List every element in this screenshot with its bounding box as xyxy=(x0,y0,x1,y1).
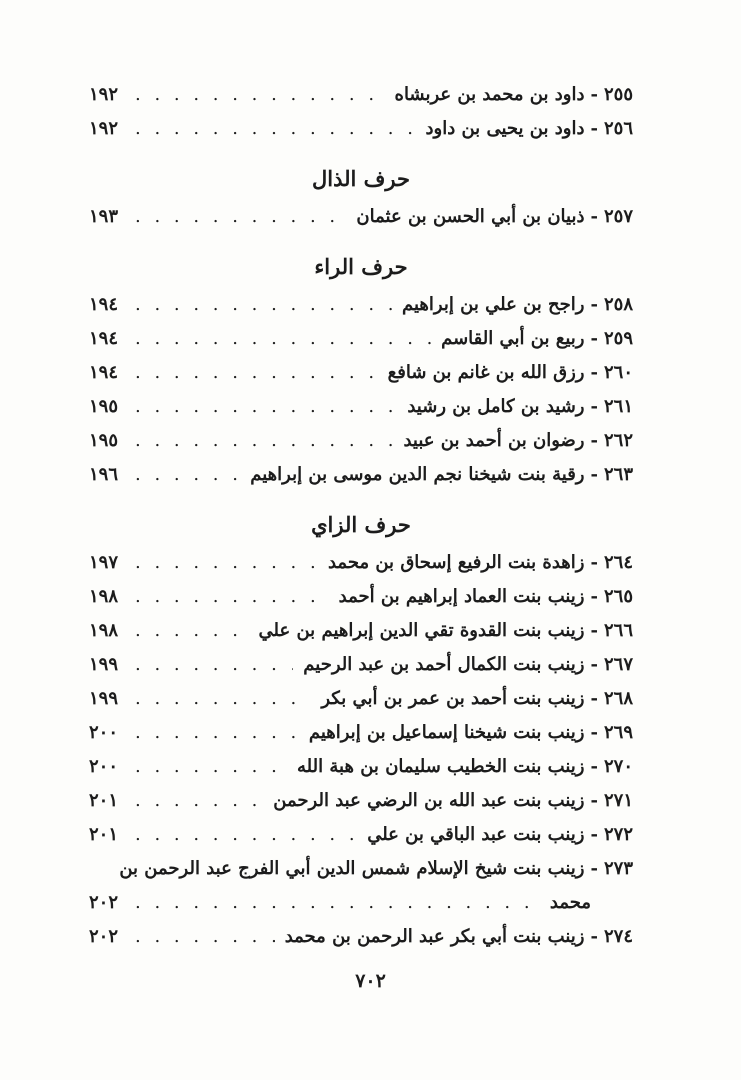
entry-dash: - xyxy=(590,620,598,641)
index-entry xyxy=(89,620,633,654)
entry-name: رزق الله بن غانم بن شافع xyxy=(387,362,585,383)
entry-dash: - xyxy=(590,824,598,845)
entry-name: ربيع بن أبي القاسم xyxy=(441,328,585,349)
entry-number: ٢٦٢ xyxy=(603,430,633,451)
dot-leader xyxy=(135,396,397,418)
index-entry xyxy=(89,722,633,756)
dot-leader xyxy=(135,756,287,778)
entry-page-number: ٢٠١ xyxy=(89,790,119,811)
entry-number: ٢٧٣ xyxy=(603,858,633,879)
entry-page-number: ١٩٢ xyxy=(89,118,119,139)
index-entry xyxy=(89,688,633,722)
entry-dash: - xyxy=(590,756,598,777)
entry-page-number: ١٩٤ xyxy=(89,328,119,349)
dot-leader xyxy=(135,294,392,316)
entry-dash: - xyxy=(590,722,598,743)
entry-page-number: ٢٠٢ xyxy=(89,926,119,947)
entry-number: ٢٦٤ xyxy=(603,552,633,573)
entry-number: ٢٥٩ xyxy=(603,328,633,349)
entry-dash: - xyxy=(590,328,598,349)
entry-dash: - xyxy=(590,790,598,811)
dot-leader xyxy=(135,118,415,140)
section-heading: حرف الذال xyxy=(312,166,410,191)
entry-number: ٢٥٥ xyxy=(603,84,633,105)
dot-leader xyxy=(135,464,240,486)
index-entry-continuation xyxy=(89,892,633,926)
entry-page-number: ١٩٥ xyxy=(89,396,119,417)
entry-number: ٢٦٦ xyxy=(603,620,633,641)
index-entry xyxy=(89,926,633,960)
entry-dash: - xyxy=(590,926,598,947)
index-entry xyxy=(89,328,633,362)
entry-page-number: ١٩٨ xyxy=(89,586,119,607)
entry-name: زينب بنت عبد الباقي بن علي xyxy=(367,824,585,845)
entry-number: ٢٦٠ xyxy=(603,362,633,383)
entry-name: رشيد بن كامل بن رشيد xyxy=(407,396,585,417)
entry-name: راجح بن علي بن إبراهيم xyxy=(402,294,585,315)
entry-dash: - xyxy=(590,84,598,105)
entry-name: زينب بنت شيخنا إسماعيل بن إبراهيم xyxy=(308,722,585,743)
section-heading: حرف الراء xyxy=(314,254,408,279)
entry-name: زينب بنت عبد الله بن الرضي عبد الرحمن xyxy=(273,790,585,811)
entry-name: زينب بنت أبي بكر عبد الرحمن بن محمد xyxy=(284,926,585,947)
section-heading: حرف الزاي xyxy=(311,512,411,537)
dot-leader xyxy=(135,654,293,676)
index-entry xyxy=(89,586,633,620)
entry-name: ذبيان بن أبي الحسن بن عثمان xyxy=(356,206,585,227)
index-entry xyxy=(89,858,633,892)
entry-page-number: ١٩٢ xyxy=(89,84,119,105)
index-page xyxy=(89,84,633,960)
entry-number: ٢٦٩ xyxy=(603,722,633,743)
dot-leader xyxy=(135,892,540,914)
dot-leader xyxy=(135,362,378,384)
dot-leader xyxy=(135,722,299,744)
entry-name: زاهدة بنت الرفيع إسحاق بن محمد xyxy=(327,552,585,573)
index-entry xyxy=(89,118,633,152)
dot-leader xyxy=(135,430,393,452)
dot-leader xyxy=(135,926,275,948)
entry-dash: - xyxy=(590,464,598,485)
entry-number: ٢٦٨ xyxy=(603,688,633,709)
entry-name: زينب بنت الخطيب سليمان بن هبة الله xyxy=(297,756,585,777)
entry-number: ٢٧٢ xyxy=(603,824,633,845)
entry-page-number: ١٩٤ xyxy=(89,294,119,315)
dot-leader xyxy=(135,824,357,846)
index-entry xyxy=(89,824,633,858)
dot-leader xyxy=(135,688,311,710)
entry-name: رقية بنت شيخنا نجم الدين موسى بن إبراهيم xyxy=(250,464,585,485)
dot-leader xyxy=(135,552,318,574)
index-entry xyxy=(89,790,633,824)
entry-page-number: ١٩٩ xyxy=(89,688,119,709)
entry-page-number: ١٩٥ xyxy=(89,430,119,451)
entry-name-continuation: محمد xyxy=(549,892,591,913)
entry-number: ٢٦٣ xyxy=(603,464,633,485)
dot-leader xyxy=(135,586,329,608)
entry-page-number: ١٩٧ xyxy=(89,552,119,573)
dot-leader xyxy=(135,328,431,350)
entry-name: زينب بنت الكمال أحمد بن عبد الرحيم xyxy=(303,654,585,675)
entry-name: داود بن محمد بن عربشاه xyxy=(394,84,585,105)
dot-leader xyxy=(135,84,385,106)
entry-page-number: ٢٠٢ xyxy=(89,892,119,913)
entry-name: زينب بنت القدوة تقي الدين إبراهيم بن علي xyxy=(258,620,585,641)
index-entry xyxy=(89,430,633,464)
dot-leader xyxy=(135,620,249,642)
entry-page-number: ١٩٣ xyxy=(89,206,119,227)
entry-number: ٢٥٨ xyxy=(603,294,633,315)
index-entry xyxy=(89,294,633,328)
entry-dash: - xyxy=(590,396,598,417)
entry-page-number: ٢٠١ xyxy=(89,824,119,845)
entry-number: ٢٧١ xyxy=(603,790,633,811)
entry-dash: - xyxy=(590,430,598,451)
entry-page-number: ٢٠٠ xyxy=(89,722,119,743)
entry-page-number: ١٩٦ xyxy=(89,464,119,485)
index-entry xyxy=(89,84,633,118)
index-entry xyxy=(89,206,633,240)
entry-page-number: ١٩٩ xyxy=(89,654,119,675)
entry-number: ٢٧٠ xyxy=(603,756,633,777)
entry-dash: - xyxy=(590,586,598,607)
entry-number: ٢٦٥ xyxy=(603,586,633,607)
entry-name: رضوان بن أحمد بن عبيد xyxy=(403,430,585,451)
entry-name: زينب بنت أحمد بن عمر بن أبي بكر xyxy=(321,688,585,709)
entry-dash: - xyxy=(590,362,598,383)
entry-page-number: ١٩٤ xyxy=(89,362,119,383)
entry-page-number: ١٩٨ xyxy=(89,620,119,641)
entry-number: ٢٥٧ xyxy=(603,206,633,227)
index-entry xyxy=(89,464,633,498)
index-entry xyxy=(89,654,633,688)
index-entry xyxy=(89,552,633,586)
entry-dash: - xyxy=(590,654,598,675)
entry-number: ٢٧٤ xyxy=(603,926,633,947)
index-entry xyxy=(89,362,633,396)
dot-leader xyxy=(135,790,263,812)
page-number: ٧٠٢ xyxy=(355,970,386,992)
entry-dash: - xyxy=(590,206,598,227)
entry-page-number: ٢٠٠ xyxy=(89,756,119,777)
entry-dash: - xyxy=(590,118,598,139)
index-entry xyxy=(89,396,633,430)
entry-dash: - xyxy=(590,294,598,315)
index-entry xyxy=(89,756,633,790)
entry-name: داود بن يحيى بن داود xyxy=(425,118,585,139)
dot-leader xyxy=(135,206,346,228)
entry-name: زينب بنت العماد إبراهيم بن أحمد xyxy=(338,586,585,607)
entry-dash: - xyxy=(590,552,598,573)
entry-number: ٢٦٧ xyxy=(603,654,633,675)
entry-name: زينب بنت شيخ الإسلام شمس الدين أبي الفرج عبد الرحمن بن xyxy=(119,858,585,879)
entry-number: ٢٦١ xyxy=(603,396,633,417)
entry-dash: - xyxy=(590,688,598,709)
entry-number: ٢٥٦ xyxy=(603,118,633,139)
entry-dash: - xyxy=(590,858,598,879)
